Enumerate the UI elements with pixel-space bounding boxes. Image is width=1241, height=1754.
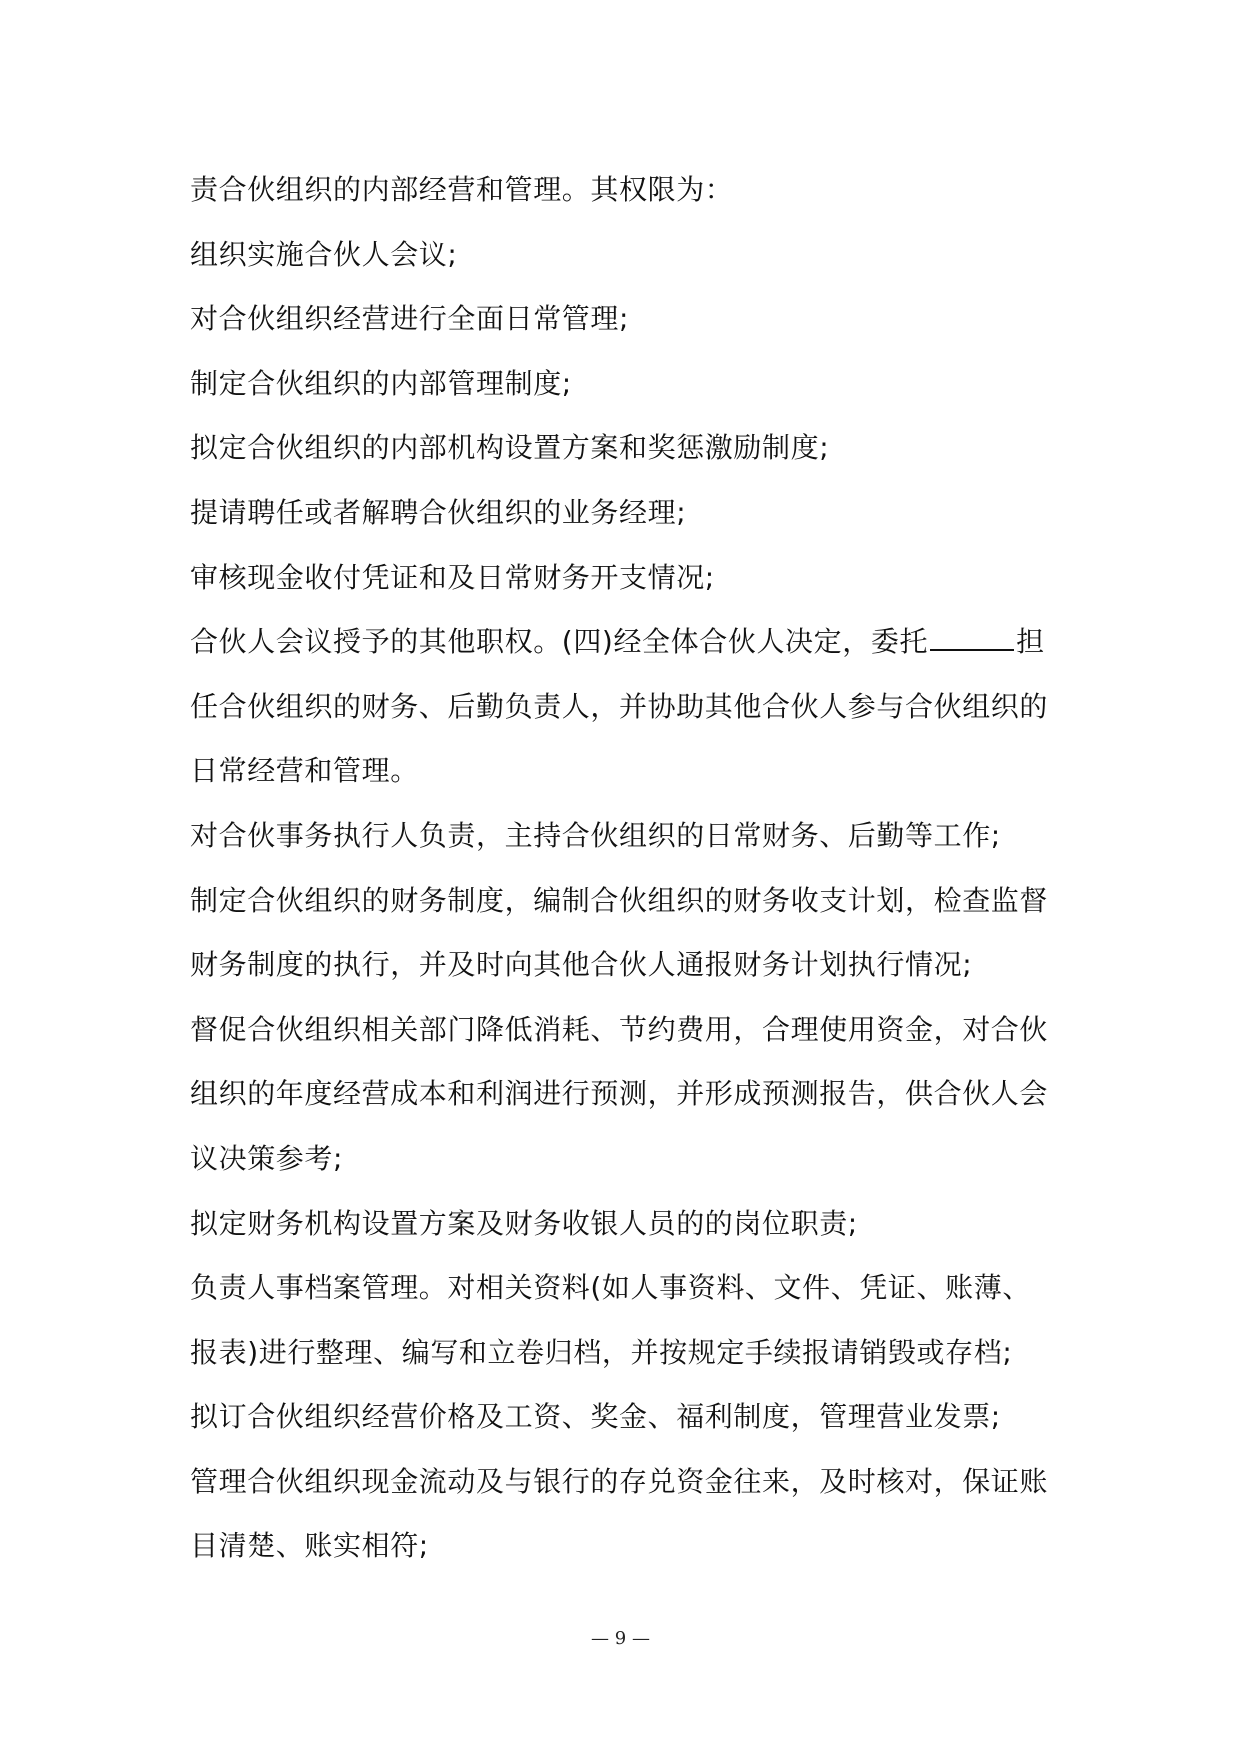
text-line: 管理合伙组织现金流动及与银行的存兑资金往来，及时核对，保证账 bbox=[190, 1464, 1049, 1498]
text-line: 任合伙组织的财务、后勤负责人，并协助其他合伙人参与合伙组织的 bbox=[190, 689, 1049, 723]
text-line: 财务制度的执行，并及时向其他合伙人通报财务计划执行情况; bbox=[190, 948, 973, 982]
text-line: 制定合伙组织的内部管理制度; bbox=[190, 366, 572, 400]
text-line: 对合伙组织经营进行全面日常管理; bbox=[190, 302, 630, 336]
text-line: 对合伙事务执行人负责，主持合伙组织的日常财务、后勤等工作; bbox=[190, 818, 1001, 852]
text-line: 审核现金收付凭证和及日常财务开支情况; bbox=[190, 560, 715, 594]
text-line: 组织实施合伙人会议; bbox=[190, 237, 458, 271]
text-line: 督促合伙组织相关部门降低消耗、节约费用，合理使用资金，对合伙 bbox=[190, 1012, 1049, 1046]
body-text bbox=[190, 158, 1060, 1579]
text-line: 拟订合伙组织经营价格及工资、奖金、福利制度，管理营业发票; bbox=[190, 1400, 1001, 1434]
page-number: — 9 — bbox=[591, 1628, 650, 1649]
text-line: 责合伙组织的内部经营和管理。其权限为： bbox=[190, 173, 734, 206]
text-line: 制定合伙组织的财务制度，编制合伙组织的财务收支计划，检查监督 bbox=[190, 883, 1049, 917]
text-line: 报表)进行整理、编写和立卷归档，并按规定手续报请销毁或存档; bbox=[190, 1335, 1013, 1369]
fill-in-blank bbox=[930, 627, 1014, 651]
text-line: 议决策参考; bbox=[190, 1141, 344, 1175]
text-line: 组织的年度经营成本和利润进行预测，并形成预测报告，供合伙人会 bbox=[190, 1077, 1049, 1111]
text-line: 提请聘任或者解聘合伙组织的业务经理; bbox=[190, 495, 687, 529]
text-line: 负责人事档案管理。对相关资料(如人事资料、文件、凭证、账薄、 bbox=[190, 1271, 1031, 1305]
text-line: 拟定财务机构设置方案及财务收银人员的的岗位职责; bbox=[190, 1206, 858, 1240]
text-line-with-blank bbox=[190, 610, 1060, 675]
text-segment: 担 bbox=[1016, 625, 1045, 659]
text-line: 拟定合伙组织的内部机构设置方案和奖惩激励制度; bbox=[190, 431, 830, 465]
text-segment: 合伙人会议授予的其他职权。(四)经全体合伙人决定，委托 bbox=[190, 625, 929, 659]
text-line: 目清楚、账实相符; bbox=[190, 1529, 429, 1563]
text-line: 日常经营和管理。 bbox=[190, 754, 419, 788]
